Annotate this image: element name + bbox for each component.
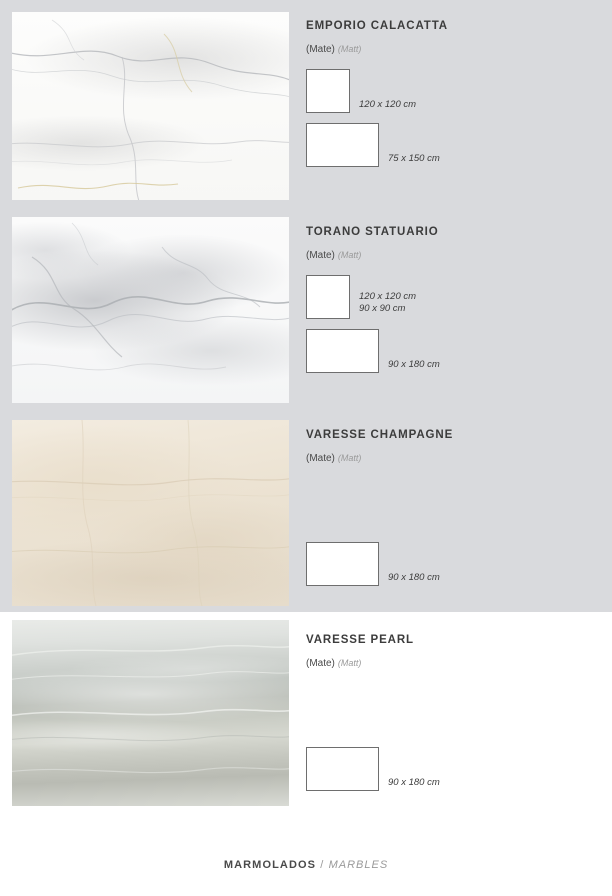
product-swatch-wrap (0, 612, 289, 806)
product-title: VARESSE PEARL (306, 634, 414, 646)
format-labels (388, 572, 440, 586)
footer-title (224, 859, 388, 871)
product-title: EMPORIO CALACATTA (306, 20, 449, 32)
product-row (0, 612, 612, 814)
format-item (306, 69, 612, 113)
format-item (306, 123, 612, 167)
format-list (306, 275, 612, 373)
format-shape-rect (306, 747, 379, 791)
product-finish-es: (Mate) (306, 44, 335, 55)
marble-vein-overlay-icon (12, 620, 289, 806)
format-shape-square (306, 275, 350, 319)
product-finish-es: (Mate) (306, 250, 335, 261)
product-title: VARESSE CHAMPAGNE (306, 429, 454, 441)
format-labels (388, 777, 440, 791)
marble-vein-overlay-icon (12, 420, 289, 606)
format-labels (388, 359, 440, 373)
product-finish-en: (Matt) (337, 453, 362, 463)
product-finish-en: (Matt) (337, 44, 362, 54)
footer-title-es: MARMOLADOS (223, 859, 317, 871)
format-item (306, 329, 612, 373)
product-finish (306, 250, 612, 261)
product-swatch-varesse-pearl (12, 620, 289, 806)
product-swatch-wrap (0, 206, 289, 403)
product-row (0, 206, 612, 409)
format-size-label: 90 x 180 cm (388, 359, 440, 371)
product-finish-es: (Mate) (306, 453, 335, 464)
product-finish (306, 44, 612, 55)
footer-title-en: MARBLES (328, 859, 389, 871)
marble-vein-overlay-icon (12, 217, 289, 403)
format-labels (359, 99, 416, 113)
product-title: TORANO STATUARIO (306, 226, 439, 238)
product-swatch-torano-statuario (12, 217, 289, 403)
product-swatch-wrap (0, 0, 289, 200)
product-finish-es: (Mate) (306, 658, 335, 669)
format-size-label: 75 x 150 cm (388, 153, 440, 165)
page-footer (0, 834, 612, 896)
format-shape-rect (306, 329, 379, 373)
format-size-label: 90 x 90 cm (359, 303, 406, 315)
format-item (306, 747, 612, 791)
format-item (306, 542, 612, 586)
product-finish-en: (Matt) (337, 250, 362, 260)
product-finish (306, 658, 612, 669)
product-row (0, 0, 612, 206)
format-size-label: 90 x 180 cm (388, 777, 440, 789)
product-info (289, 0, 612, 177)
footer-separator: / (320, 859, 325, 871)
format-list (306, 69, 612, 167)
product-info (289, 409, 612, 596)
product-finish-en: (Matt) (337, 658, 362, 668)
format-labels (359, 291, 416, 319)
format-shape-rect (306, 542, 379, 586)
product-swatch-wrap (0, 409, 289, 606)
product-info (289, 206, 612, 383)
marble-vein-overlay-icon (12, 12, 289, 200)
format-list (306, 747, 612, 791)
format-list (306, 542, 612, 586)
format-size-label: 90 x 180 cm (388, 572, 440, 584)
product-swatch-varesse-champagne (12, 420, 289, 606)
format-size-label: 120 x 120 cm (359, 291, 417, 303)
format-item (306, 275, 612, 319)
product-swatch-emporio-calacatta (12, 12, 289, 200)
format-shape-square (306, 69, 350, 113)
product-row (0, 409, 612, 612)
format-size-label: 120 x 120 cm (359, 99, 417, 111)
product-finish (306, 453, 612, 464)
product-info (289, 612, 612, 801)
format-shape-rect (306, 123, 379, 167)
format-labels (388, 153, 440, 167)
